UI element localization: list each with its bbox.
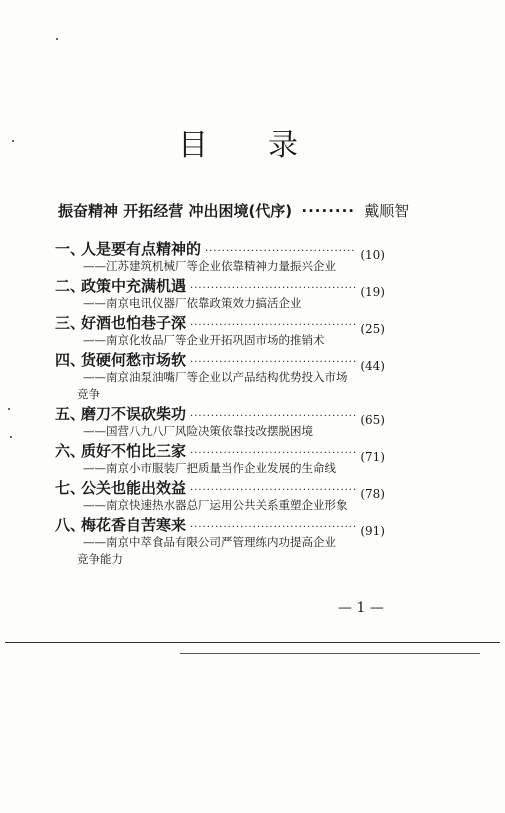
- toc-entry-title: 货硬何愁市场软: [81, 351, 187, 369]
- toc-leader-dots: [190, 522, 356, 533]
- toc-entry-title: 人是要有点精神的: [81, 240, 202, 258]
- toc-entry-title: 公关也能出效益: [81, 479, 187, 497]
- toc-entry-page: (65): [360, 413, 385, 427]
- page-number: — 1 —: [338, 600, 384, 616]
- toc-entry-subtitle-cont: 竞争能力: [77, 552, 123, 566]
- toc-entry-number: 四、: [55, 351, 86, 369]
- toc-entry: [55, 514, 385, 568]
- toc-entry-heading: [55, 477, 385, 501]
- toc-entry-page: (19): [360, 285, 385, 299]
- scan-speck: [56, 38, 58, 40]
- toc-entry-title: 政策中充满机遇: [81, 277, 187, 295]
- toc-entry-heading: [55, 514, 385, 538]
- toc-entry-number: 一、: [55, 240, 86, 258]
- toc-entry-subtitle: ——南京电讯仪器厂依靠政策效力搞活企业: [83, 296, 302, 310]
- toc-entry-heading: [55, 440, 385, 464]
- toc-entry: [55, 403, 385, 440]
- bottom-rule-secondary: [180, 653, 480, 654]
- toc-entry-title: 梅花香自苦寒来: [81, 516, 187, 534]
- toc-leader-dots: [190, 283, 356, 294]
- toc-entry-heading: [55, 312, 385, 336]
- toc-entry: [55, 312, 385, 349]
- title-char-1: 目: [178, 128, 210, 163]
- toc-entry-subtitle: ——国营八九八厂风险决策依靠技改摆脱困境: [83, 424, 313, 438]
- title-char-2: 录: [268, 128, 300, 163]
- toc-entry: [55, 440, 385, 477]
- toc-entry-subtitle: ——江苏建筑机械厂等企业依靠精神力量振兴企业: [83, 259, 336, 273]
- toc-entry-subtitle: ——南京油泵油嘴厂等企业以产品结构优势投入市场: [83, 370, 348, 384]
- toc-entry-number: 七、: [55, 479, 86, 497]
- toc-entry-subtitle: ——南京小市服装厂把质量当作企业发展的生命线: [83, 461, 336, 475]
- toc-entry-page: (10): [360, 248, 385, 262]
- page-title: [178, 120, 300, 164]
- toc-entry-page: (78): [360, 487, 385, 501]
- toc-entry-page: (25): [360, 322, 385, 336]
- toc-leader-dots: [205, 246, 356, 257]
- toc-entry: [55, 238, 385, 275]
- toc-entry-heading: [55, 349, 385, 373]
- toc-entry-page: (91): [360, 524, 385, 538]
- toc-entry: [55, 349, 385, 403]
- preface-entry: [58, 200, 458, 221]
- toc-entry-heading: [55, 275, 385, 299]
- toc-leader-dots: [190, 448, 356, 459]
- preface-author: 戴顺智: [364, 202, 410, 220]
- toc-leader-dots: [190, 357, 356, 368]
- toc-entry-subtitle-cont: 竞争: [77, 387, 100, 401]
- toc-entry-number: 三、: [55, 314, 86, 332]
- toc-leader-dots: [190, 485, 356, 496]
- toc-leader-dots: [190, 320, 356, 331]
- scan-speck: [12, 140, 14, 142]
- toc-entry-heading: [55, 238, 385, 262]
- toc-entry-number: 二、: [55, 277, 86, 295]
- bottom-rule: [5, 642, 500, 643]
- toc-entry-subtitle: ——南京中萃食品有限公司严管理练内功提高企业: [83, 535, 336, 549]
- toc-leader-dots: [190, 411, 356, 422]
- toc-entry-title: 质好不怕比三家: [81, 442, 187, 460]
- toc-entry-page: (71): [360, 450, 385, 464]
- toc-entry: [55, 275, 385, 312]
- scan-speck: [10, 436, 12, 438]
- toc-entry-title: 好酒也怕巷子深: [81, 314, 187, 332]
- toc-entry-number: 八、: [55, 516, 86, 534]
- preface-title: 振奋精神 开拓经营 冲出困境(代序): [58, 202, 293, 220]
- scan-speck: [8, 408, 10, 410]
- preface-leader: ········: [301, 202, 355, 220]
- toc-entry-subtitle: ——南京快速热水器总厂运用公共关系重塑企业形象: [83, 498, 348, 512]
- toc-entry: [55, 477, 385, 514]
- table-of-contents: [55, 238, 385, 568]
- toc-entry-number: 五、: [55, 405, 86, 423]
- toc-entry-heading: [55, 403, 385, 427]
- toc-entry-subtitle: ——南京化妆品厂等企业开拓巩固市场的推销术: [83, 333, 325, 347]
- toc-entry-number: 六、: [55, 442, 86, 460]
- toc-entry-title: 磨刀不误砍柴功: [81, 405, 187, 423]
- toc-entry-page: (44): [360, 359, 385, 373]
